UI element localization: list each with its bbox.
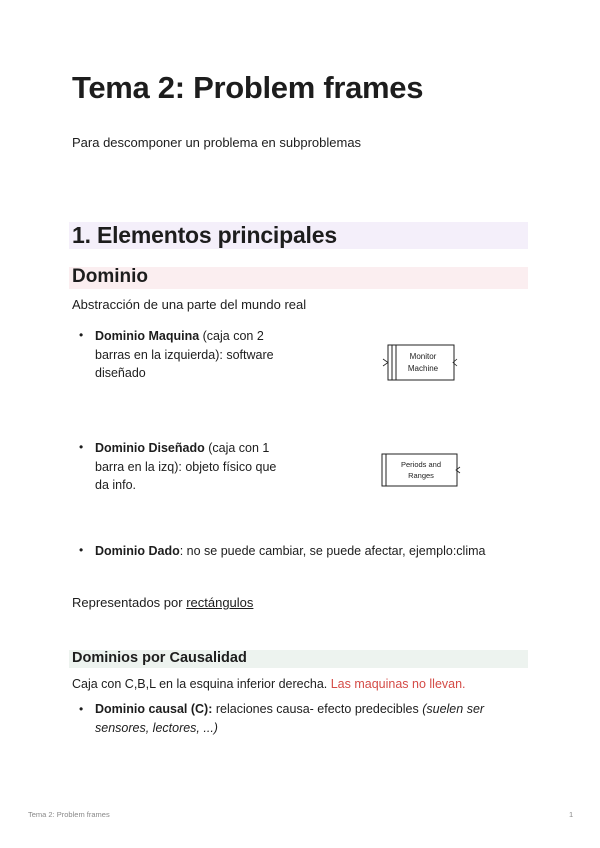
list-item-term: Dominio Diseñado [95,441,205,455]
page-subtitle: Para descomponer un problema en subproblemas [72,135,362,150]
list-item [95,700,515,737]
bullet-icon: • [79,543,84,557]
dominio-description: Abstracción de una parte del mundo real [72,297,307,312]
list-item-text: relaciones causa- efecto predecibles [212,702,423,716]
designed-label-line2: Ranges [408,471,434,480]
list-item-text: (caja con 2 barras en la izquierda): software diseñado [95,329,274,380]
represented-prefix: Representados por [72,595,187,610]
page-title: Tema 2: Problem frames [72,70,424,105]
list-item [95,542,515,561]
machine-label-line1: Monitor [409,352,437,361]
causalidad-red-note: Las maquinas no llevan. [330,677,466,691]
rectangulos-link[interactable]: rectángulos [186,595,254,610]
list-item-term: Dominio causal (C): [95,702,213,716]
connector-tick-icon [383,359,388,366]
bullet-icon: • [79,702,84,716]
designed-domain-box [382,454,457,486]
list-item [95,327,290,383]
represented-text [72,595,253,610]
list-item-term: Dominio Dado [95,544,180,558]
list-item-term: Dominio Maquina [95,329,200,343]
page-number: 1 [569,810,574,819]
subsection-heading-text: Dominio [72,266,148,287]
list-item-italic: (suelen ser sensores, lectores, ...) [95,702,485,735]
causalidad-description [72,677,466,691]
footer-title: Tema 2: Problem frames [28,810,110,819]
bullet-icon: • [79,328,84,342]
designed-domain-diagram [380,452,462,488]
subsection-heading-dominio [69,267,528,289]
section-heading-text: 1. Elementos principales [72,222,337,248]
machine-domain-box [388,345,454,380]
machine-domain-diagram [382,343,460,383]
machine-label-line2: Machine [407,364,439,373]
causalidad-text: Caja con C,B,L en la esquina inferior derecha. [72,677,331,691]
bullet-icon: • [79,440,84,454]
list-item [95,439,290,495]
subsection-heading-text: Dominios por Causalidad [72,650,247,666]
subsection-heading-causalidad [69,650,528,668]
list-item-text: : no se puede cambiar, se puede afectar, ejemplo:clima [179,544,486,558]
list-item-text: (caja con 1 barra en la izq): objeto físico que da info. [95,441,277,492]
designed-label-line1: Periods and [400,460,442,469]
section-heading-elementos [69,222,528,249]
